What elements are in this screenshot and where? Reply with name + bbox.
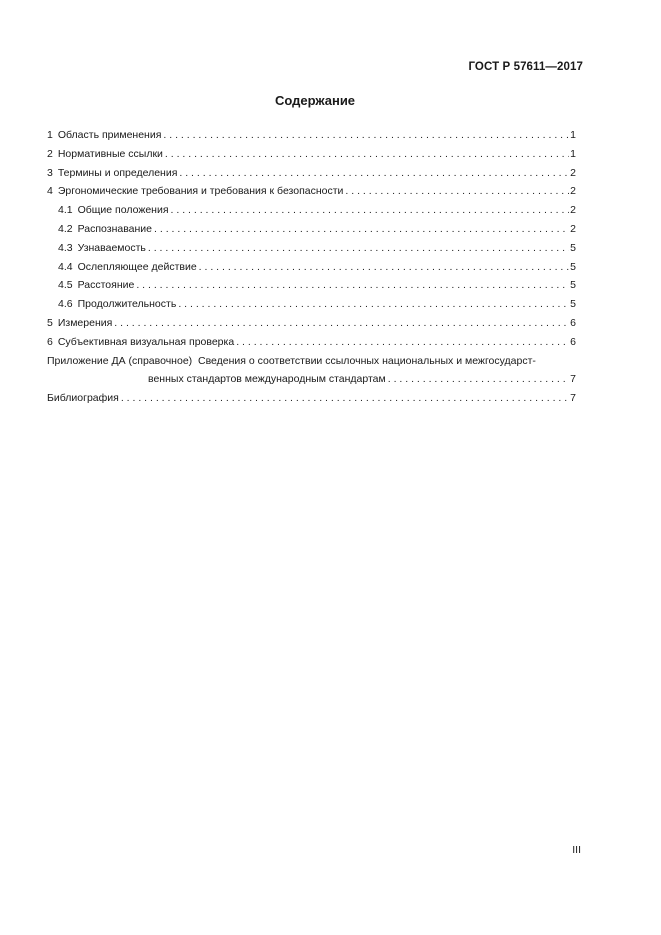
toc-entry-label: Узнаваемость xyxy=(77,241,146,254)
toc-entry-4-1[interactable] xyxy=(47,201,576,220)
dot-leader xyxy=(165,145,569,164)
toc-entry-number: 2 xyxy=(47,147,53,160)
toc-entry-page: 7 xyxy=(570,373,576,386)
toc-entry-number: 4.5 xyxy=(58,279,73,292)
dot-leader xyxy=(178,295,569,314)
toc-entry-4-2[interactable] xyxy=(47,220,576,239)
toc-entry-label: Область применения xyxy=(57,129,162,141)
toc-entry-number: 6 xyxy=(47,335,53,348)
toc-entry-page: 1 xyxy=(570,129,576,141)
toc-entry-page: 2 xyxy=(570,204,576,217)
toc-entry-page: 2 xyxy=(570,222,576,235)
toc-entry-4-5[interactable] xyxy=(47,276,576,295)
toc-entry-label: Продолжительность xyxy=(77,298,177,311)
toc-entry-number: 1 xyxy=(47,129,53,141)
toc-entry-label: Ослепляющее действие xyxy=(77,260,197,273)
toc-entry-label: Измерения xyxy=(57,316,113,329)
toc-entry-number: 4.3 xyxy=(58,241,73,254)
dot-leader xyxy=(171,201,570,220)
dot-leader xyxy=(136,276,569,295)
toc-entry-5[interactable] xyxy=(47,314,576,333)
annex-title-line-2: венных стандартов международным стандартам xyxy=(148,373,386,386)
toc-entry-3[interactable] xyxy=(47,164,576,183)
dot-leader xyxy=(114,314,569,333)
toc-entry-page: 2 xyxy=(570,166,576,179)
toc-entry-4-3[interactable] xyxy=(47,239,576,258)
toc-entry-annex[interactable] xyxy=(47,352,576,390)
dot-leader xyxy=(154,220,569,239)
toc-entry-label: Термины и определения xyxy=(57,166,178,179)
toc-entry-page: 2 xyxy=(570,185,576,198)
toc-entry-number: 5 xyxy=(47,316,53,329)
toc-entry-page: 5 xyxy=(570,298,576,311)
toc-entry-number: 4.4 xyxy=(58,260,73,273)
toc-entry-label: Нормативные ссылки xyxy=(57,147,163,160)
dot-leader xyxy=(121,389,569,408)
toc-entry-bibliography[interactable] xyxy=(47,389,576,408)
page-folio: III xyxy=(572,844,581,856)
toc-entry-4[interactable] xyxy=(47,182,576,201)
dot-leader xyxy=(148,239,569,258)
toc-entry-page: 5 xyxy=(570,260,576,273)
dot-leader xyxy=(163,126,569,145)
toc-entry-label: Расстояние xyxy=(77,279,135,292)
dot-leader xyxy=(236,333,569,352)
toc-entry-page: 7 xyxy=(570,392,576,405)
annex-title-line-1: Сведения о соответствии ссылочных национальных и межгосударст- xyxy=(198,354,536,367)
toc-entry-number: 4.2 xyxy=(58,222,73,235)
toc-entry-label: Эргономические требования и требования к безопасности xyxy=(57,185,344,198)
toc-entry-label: Общие положения xyxy=(77,204,169,217)
toc-entry-page: 5 xyxy=(570,279,576,292)
toc-entry-2[interactable] xyxy=(47,145,576,164)
toc-entry-4-6[interactable] xyxy=(47,295,576,314)
toc-entry-page: 6 xyxy=(570,316,576,329)
toc-entry-number: 4.1 xyxy=(58,204,73,217)
toc-entry-number: 4 xyxy=(47,185,53,198)
annex-prefix: Приложение ДА (справочное) xyxy=(47,354,193,367)
toc-entry-1[interactable] xyxy=(47,126,576,145)
toc-title: Содержание xyxy=(274,93,356,108)
toc-entry-label: Распознавание xyxy=(77,222,153,235)
toc-entry-number: 4.6 xyxy=(58,298,73,311)
toc-entry-page: 5 xyxy=(570,241,576,254)
toc-entry-4-4[interactable] xyxy=(47,258,576,277)
toc-entry-page: 6 xyxy=(570,335,576,348)
toc-entry-label: Библиография xyxy=(47,392,119,405)
table-of-contents xyxy=(47,126,576,408)
toc-entry-page: 1 xyxy=(570,147,576,160)
toc-entry-label: Субъективная визуальная проверка xyxy=(57,335,235,348)
toc-entry-6[interactable] xyxy=(47,333,576,352)
dot-leader xyxy=(388,370,569,389)
dot-leader xyxy=(179,164,569,183)
toc-entry-number: 3 xyxy=(47,166,53,179)
dot-leader xyxy=(345,182,569,201)
dot-leader xyxy=(199,258,569,277)
standard-number: ГОСТ Р 57611—2017 xyxy=(468,61,583,73)
